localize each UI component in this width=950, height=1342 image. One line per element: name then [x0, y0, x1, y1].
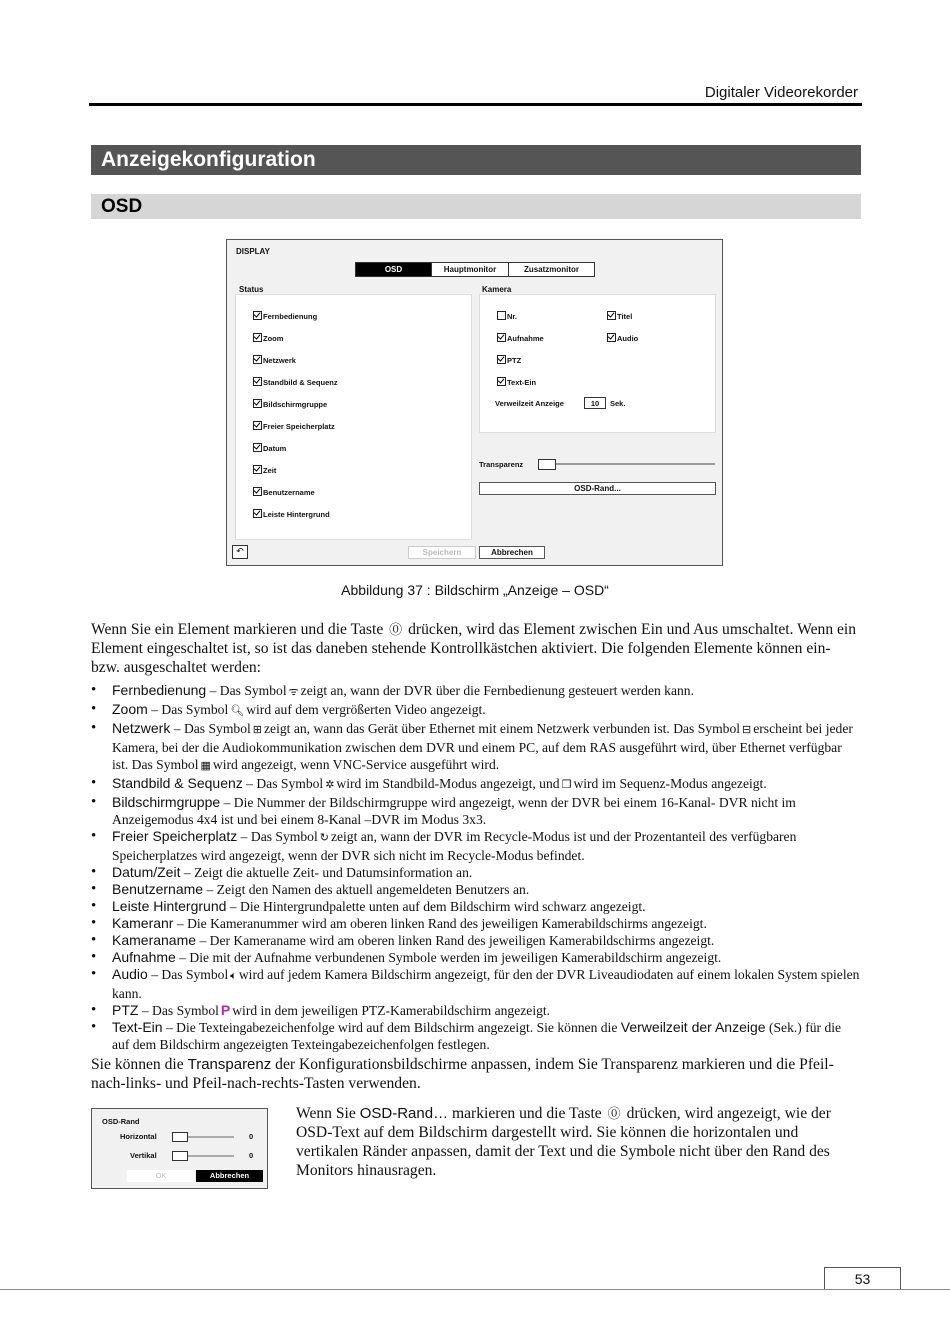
osd-border-paragraph: Wenn Sie OSD-Rand… markieren und die Taste ⓪ drücken, wird angezeigt, wie der OSD-Text auf dem Bildschirm dargestellt wird. Sie können die horizontalen und vertikalen Ränder anpassen, damit der Text und die Symbole nicht über den Rand des Monitors hinausragen. [296, 1105, 831, 1179]
status-panel [235, 294, 472, 540]
network-icon: ⊞ [252, 724, 263, 736]
freeze-icon: ✲ [325, 779, 335, 791]
horizontal-knob[interactable] [172, 1132, 188, 1142]
list-item: • Standbild & Sequenz – Das Symbol ✲ wird im Standbild-Modus angezeigt, und ❐ wird im Sequenz-Modus angezeigt. [91, 775, 861, 794]
horizontal-value: 0 [249, 1132, 254, 1141]
osd-border-button[interactable]: OSD-Rand... [479, 482, 716, 495]
remote-icon: ᯤ [288, 686, 299, 698]
ok-button[interactable]: OK [127, 1170, 195, 1182]
checkbox-ptz[interactable]: PTZ [497, 355, 521, 365]
status-label: Status [239, 285, 264, 294]
transparency-slider[interactable] [539, 463, 715, 465]
list-item: • Text-Ein – Die Texteingabezeichenfolge wird auf dem Bildschirm angezeigt. Sie können die Verweilzeit der Anzeige (Sek.) für die auf dem Bildschirm angezeigten Texteingabezeichenfolgen festlegen. [91, 1019, 861, 1053]
save-button[interactable]: Speichern [408, 546, 476, 559]
checkbox-zoom[interactable]: Zoom [253, 333, 283, 343]
checkbox-netzwerk[interactable]: Netzwerk [253, 355, 296, 365]
list-item: • Bildschirmgruppe – Die Nummer der Bildschirmgruppe wird angezeigt, wenn der DVR bei einem 16-Kanal- DVR nicht im Anzeigemodus 4x4 ist und bei einem 8-Kanal –DVR im Modus 3x3. [91, 794, 861, 828]
enter-key-icon: ⓪ [607, 1106, 621, 1121]
back-arrow-icon[interactable]: ↶ [232, 545, 248, 559]
list-item: • Leiste Hintergrund – Die Hintergrundpalette unten auf dem Bildschirm wird schwarz angezeigt. [91, 898, 861, 915]
header-rule [89, 103, 862, 106]
header-title: Digitaler Videorekorder [704, 84, 858, 101]
transparency-label: Transparenz [479, 460, 524, 469]
vnc-icon: ▦ [200, 760, 211, 772]
audio-network-icon: ⊟ [742, 724, 752, 736]
dwell-label: Verweilzeit Anzeige [495, 399, 564, 408]
tab-osd[interactable]: OSD [355, 262, 432, 277]
list-item: • PTZ – Das Symbol P wird in dem jeweiligen PTZ-Kamerabildschirm angezeigt. [91, 1002, 861, 1019]
list-item: • Benutzername – Zeigt den Namen des aktuell angemeldeten Benutzers an. [91, 881, 861, 898]
osd-border-dialog [91, 1108, 268, 1189]
camera-label: Kamera [482, 285, 512, 294]
list-item: • Kameranr – Die Kameranummer wird am oberen linken Rand des jeweiligen Kamerabildschirms angezeigt. [91, 915, 861, 932]
speaker-icon: 🔈︎ [230, 970, 237, 982]
checkbox-text-ein[interactable]: Text-Ein [497, 377, 536, 387]
osd-dialog-title: OSD-Rand [102, 1117, 140, 1126]
dialog-title: DISPLAY [236, 247, 270, 256]
list-item: • Aufnahme – Die mit der Aufnahme verbundenen Symbole werden im jeweiligen Kamerabildschirm angezeigt. [91, 949, 861, 966]
horizontal-label: Horizontal [120, 1132, 157, 1141]
intro-paragraph: Wenn Sie ein Element markieren und die Taste ⓪ drücken, wird das Element zwischen Ein und Aus umschaltet. Wenn ein Element eingeschaltet ist, so ist das daneben stehende Kontrollkästchen aktiviert. Die folgenden Elemente können ein- bzw. ausgeschaltet werden: [91, 621, 857, 676]
checkbox-zeit[interactable]: Zeit [253, 465, 276, 475]
feature-list [91, 682, 861, 1053]
checkbox-freier-speicherplatz[interactable]: Freier Speicherplatz [253, 421, 335, 431]
display-dialog [226, 239, 723, 566]
page-number: 53 [824, 1267, 901, 1290]
cancel-button[interactable]: Abbrechen [479, 546, 545, 559]
sequence-icon: ❐ [561, 779, 572, 791]
transparency-paragraph: Sie können die Transparenz der Konfigurationsbildschirme anpassen, indem Sie Transparenz markieren und die Pfeil-nach-links- und Pfeil-nach-rechts-Tasten verwenden. [91, 1056, 834, 1092]
ptz-icon: P [220, 1002, 231, 1018]
tab-hauptmonitor[interactable]: Hauptmonitor [431, 262, 509, 277]
list-item: • Audio – Das Symbol 🔈︎ wird auf jedem Kamera Bildschirm angezeigt, für den der DVR Liveaudiodaten auf einem lokalen System spielen kann. [91, 966, 861, 1002]
checkbox-benutzername[interactable]: Benutzername [253, 487, 315, 497]
vertical-label: Vertikal [130, 1151, 157, 1160]
section-title: Anzeigekonfiguration [91, 145, 861, 175]
transparency-knob[interactable] [538, 459, 556, 470]
dwell-unit: Sek. [610, 399, 626, 408]
list-item: • Datum/Zeit – Zeigt die aktuelle Zeit- und Datumsinformation an. [91, 864, 861, 881]
footer-rule [0, 1289, 950, 1290]
list-item: • Freier Speicherplatz – Das Symbol ↻ zeigt an, wann der DVR im Recycle-Modus ist und der Prozentanteil des verfügbaren Speicherplatzes wird angezeigt, wenn der DVR sich nicht im Recycle-Modus befindet. [91, 828, 861, 864]
checkbox-fernbedienung[interactable]: Fernbedienung [253, 311, 317, 321]
list-item: • Kameraname – Der Kameraname wird am oberen linken Rand des jeweiligen Kamerabildschirms angezeigt. [91, 932, 861, 949]
dwell-spinner[interactable]: 10 [584, 397, 606, 409]
enter-key-icon: ⓪ [389, 622, 403, 637]
recycle-icon: ↻ [319, 832, 329, 844]
checkbox-leiste-hintergrund[interactable]: Leiste Hintergrund [253, 509, 330, 519]
checkbox-audio[interactable]: Audio [607, 333, 638, 343]
vertical-knob[interactable] [172, 1151, 188, 1161]
checkbox-aufnahme[interactable]: Aufnahme [497, 333, 544, 343]
checkbox-standbild-sequenz[interactable]: Standbild & Sequenz [253, 377, 338, 387]
checkbox-bildschirmgruppe[interactable]: Bildschirmgruppe [253, 399, 327, 409]
tab-zusatzmonitor[interactable]: Zusatzmonitor [508, 262, 595, 277]
vertical-value: 0 [249, 1151, 254, 1160]
list-item: • Netzwerk – Das Symbol ⊞ zeigt an, wann das Gerät über Ethernet mit einem Netzwerk verbunden ist. Das Symbol ⊟ erscheint bei jeder Kamera, bei der die Audiokommunikation zwischen dem DVR und einem PC, auf dem RAS ausgeführt wird, über Ethernet verfügbar ist. Das Symbol ▦ wird angezeigt, wenn VNC-Service ausgeführt wird. [91, 720, 861, 775]
figure-caption: Abbildung 37 : Bildschirm „Anzeige – OSD“ [341, 582, 609, 598]
osd-cancel-button[interactable]: Abbrechen [196, 1170, 263, 1182]
checkbox-titel[interactable]: Titel [607, 311, 632, 321]
checkbox-datum[interactable]: Datum [253, 443, 286, 453]
list-item: • Zoom – Das Symbol 🔍︎ wird auf dem vergrößerten Video angezeigt. [91, 701, 861, 720]
checkbox-nr[interactable]: Nr. [497, 311, 517, 321]
list-item: • Fernbedienung – Das Symbol ᯤ zeigt an, wann der DVR über die Fernbedienung gesteuert werden kann. [91, 682, 861, 701]
zoom-icon: 🔍︎ [230, 705, 245, 717]
camera-panel [479, 294, 716, 433]
subsection-title: OSD [91, 194, 861, 219]
